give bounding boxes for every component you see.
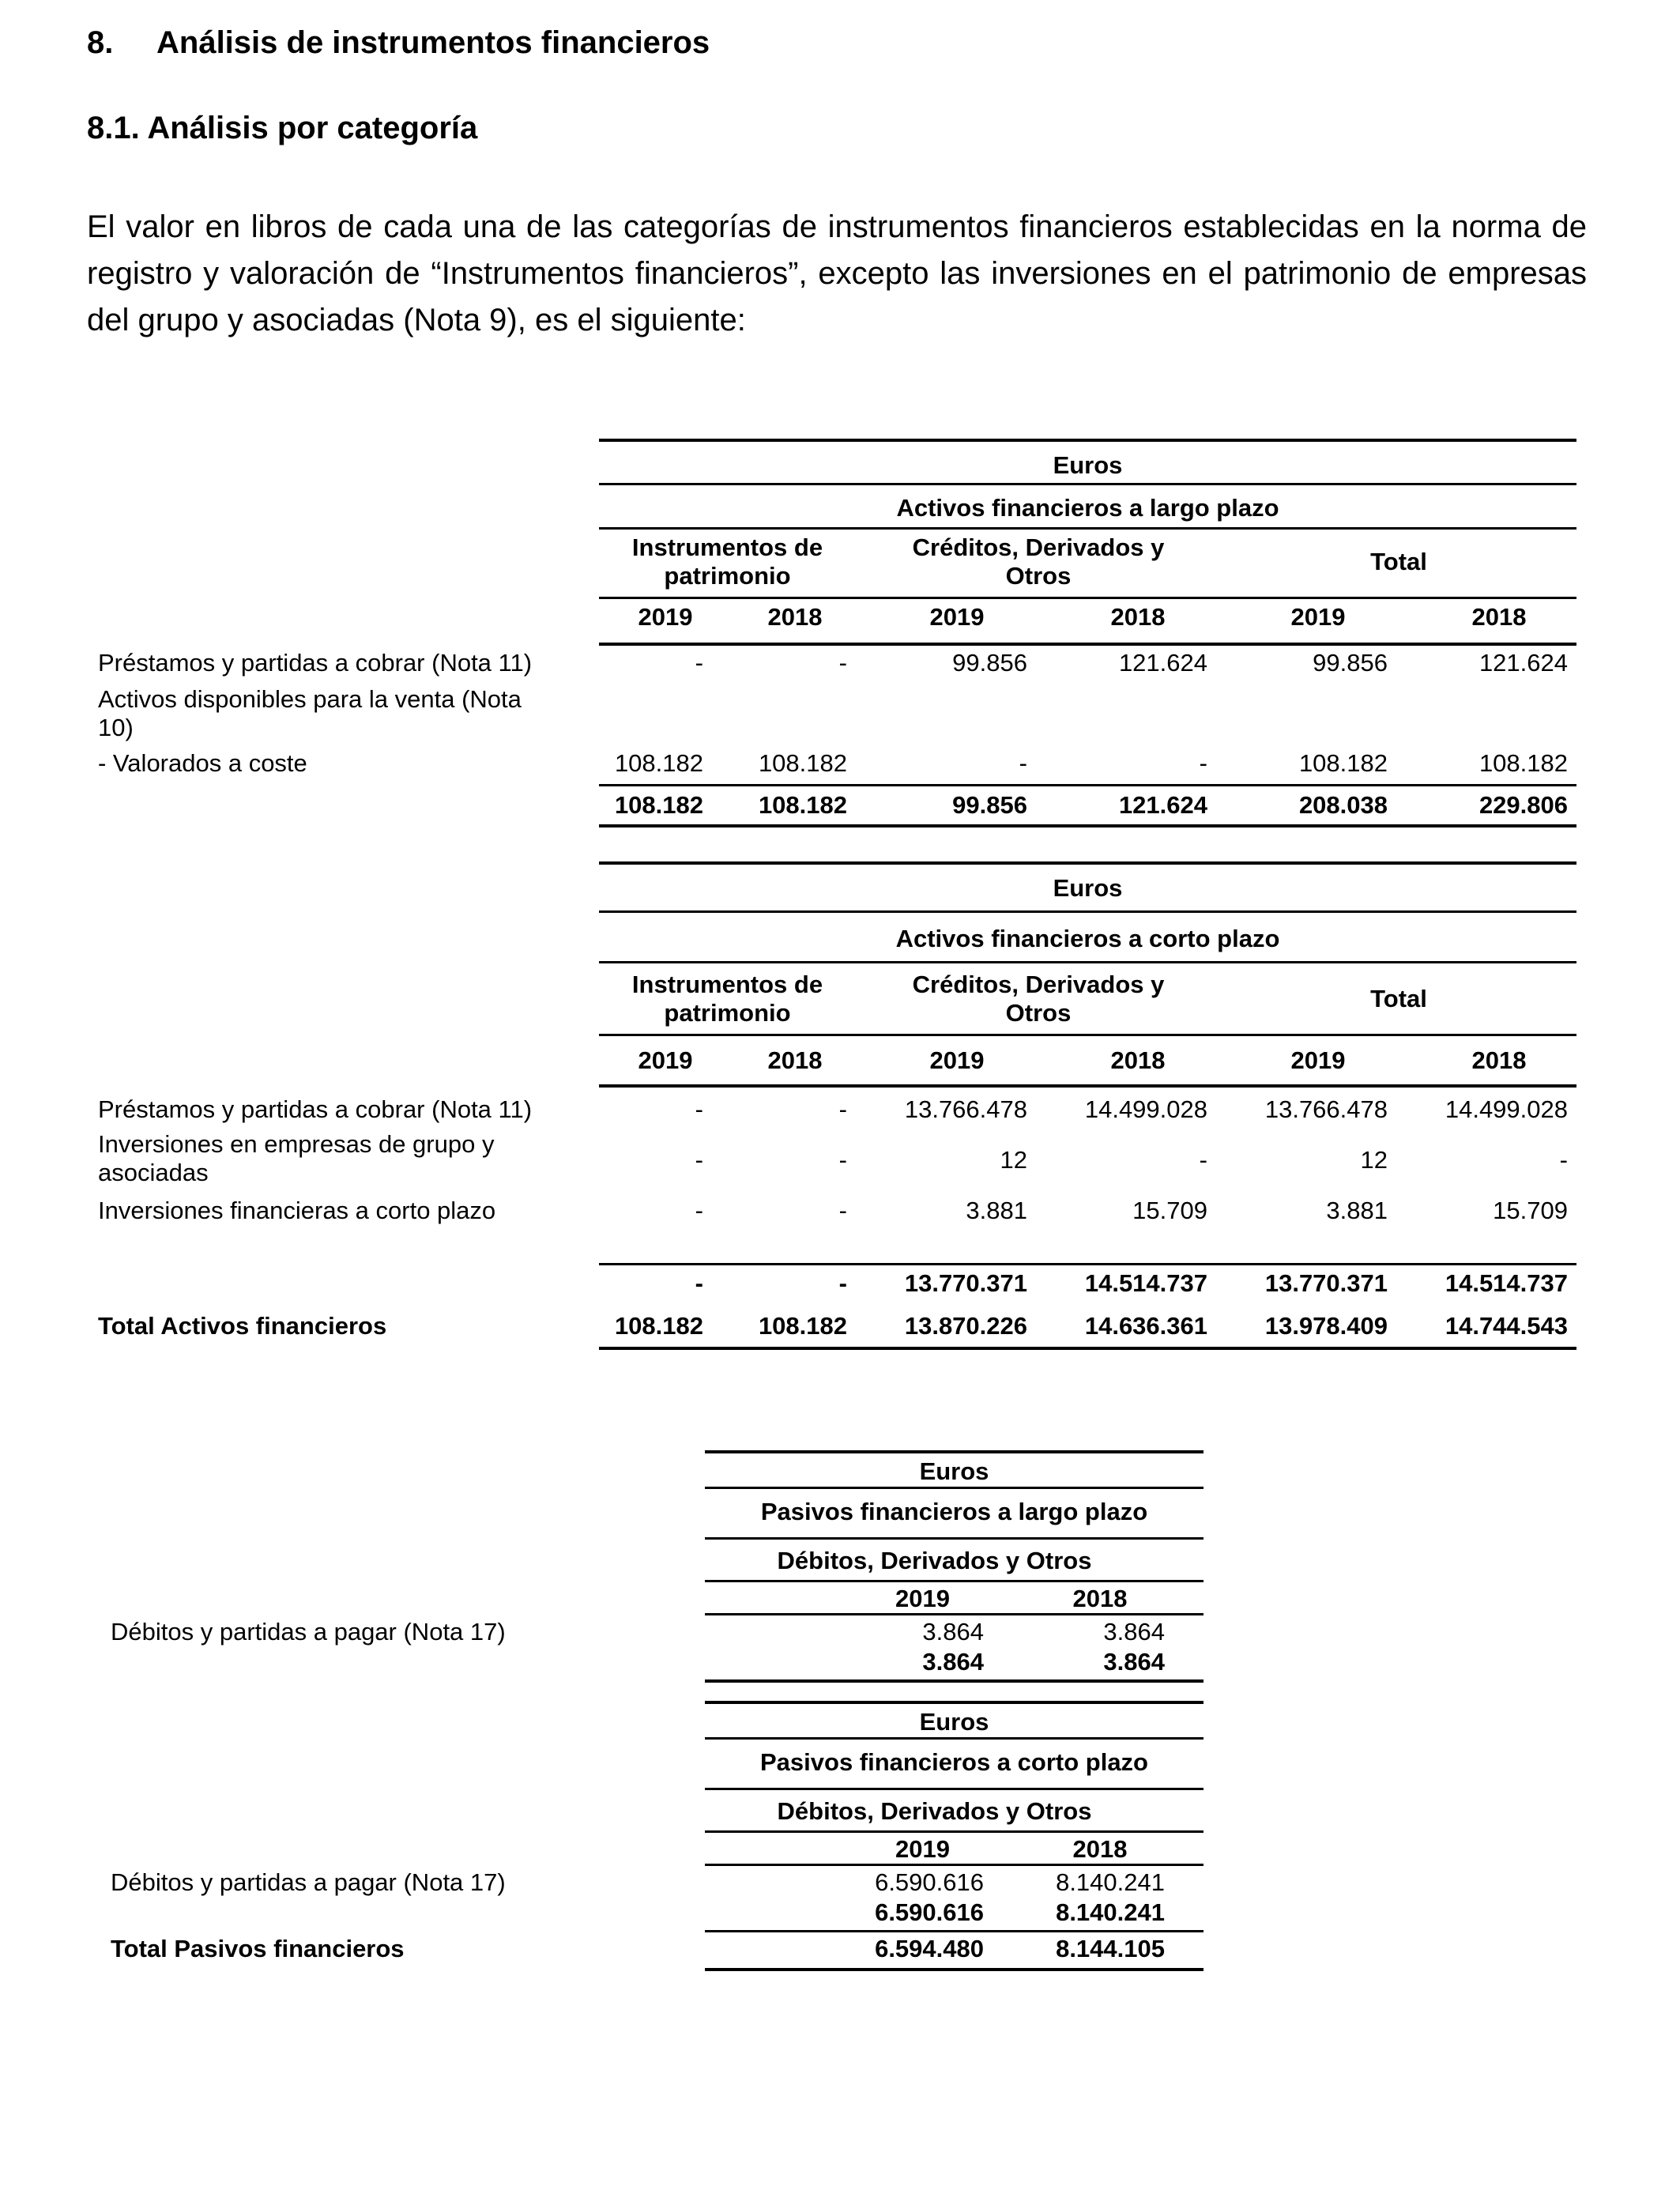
row-label: Activos disponibles para la venta (Nota 10) xyxy=(98,685,522,741)
rule-line xyxy=(599,483,1576,485)
total-cell: 108.182 xyxy=(614,1312,703,1340)
row-label: Débitos y partidas a pagar (Nota 17) xyxy=(111,1868,506,1896)
table-top-rule xyxy=(705,1450,1203,1453)
total-cell: 108.182 xyxy=(758,1312,847,1340)
table-bottom-rule xyxy=(705,1968,1203,1971)
rule-line xyxy=(705,1613,1203,1615)
rule-line xyxy=(705,1788,1203,1790)
year-header: 2018 xyxy=(767,603,823,631)
year-header: 2019 xyxy=(638,603,693,631)
group-header: Débitos, Derivados y Otros xyxy=(777,1797,1092,1825)
subtotal-cell: 13.770.371 xyxy=(904,1269,1027,1297)
table-bottom-rule xyxy=(599,1347,1576,1350)
intro-paragraph: El valor en libros de cada una de las categorías de instrumentos financieros establecidas en la norma de registro y valoración de “Instrumentos financieros”, excepto las inversiones en el patrimonio de empresas del grupo y asociadas (Nota 9), es el siguiente: xyxy=(87,209,1587,337)
total-cell: 6.594.480 xyxy=(875,1935,984,1962)
group-header: Créditos, Derivados y Otros xyxy=(912,533,1165,590)
section-number: 8. xyxy=(87,25,114,60)
table-top-rule xyxy=(599,439,1576,442)
table-bottom-rule xyxy=(705,1679,1203,1683)
unit-header: Euros xyxy=(1053,874,1123,902)
year-header: 2018 xyxy=(1072,1835,1128,1863)
value-cell: 13.766.478 xyxy=(1264,1095,1388,1123)
rule-line xyxy=(599,910,1576,913)
value-cell: 14.499.028 xyxy=(1445,1095,1568,1123)
year-header: 2019 xyxy=(895,1835,950,1863)
section-heading xyxy=(87,25,710,61)
subtotal-cell: 3.864 xyxy=(1103,1648,1165,1676)
row-label: Inversiones en empresas de grupo y asociadas xyxy=(98,1130,495,1186)
group-header: Instrumentos de patrimonio xyxy=(631,533,823,590)
value-cell: 15.709 xyxy=(1132,1197,1207,1224)
value-cell: 121.624 xyxy=(1478,649,1568,677)
rule-line xyxy=(599,1084,1576,1088)
value-cell: 121.624 xyxy=(1118,649,1207,677)
year-header: 2019 xyxy=(638,1046,693,1074)
rule-line xyxy=(705,1537,1203,1540)
value-cell: 14.499.028 xyxy=(1084,1095,1207,1123)
rule-line xyxy=(705,1580,1203,1582)
value-cell: 3.881 xyxy=(966,1197,1027,1224)
total-cell: 14.636.361 xyxy=(1084,1312,1207,1340)
year-header: 2018 xyxy=(767,1046,823,1074)
year-header: 2018 xyxy=(1471,603,1527,631)
value-cell: - xyxy=(695,1197,703,1224)
rule-line xyxy=(705,1487,1203,1489)
year-header: 2019 xyxy=(1290,1046,1346,1074)
value-cell: - xyxy=(1199,1146,1207,1174)
subtotal-cell: 108.182 xyxy=(758,791,847,819)
value-cell: 6.590.616 xyxy=(875,1868,984,1896)
rule-line xyxy=(705,1930,1203,1932)
value-cell: 108.182 xyxy=(758,749,847,777)
total-cell: 13.870.226 xyxy=(904,1312,1027,1340)
value-cell: 12 xyxy=(1000,1146,1027,1174)
value-cell: - xyxy=(1019,749,1027,777)
rule-line xyxy=(599,1263,1576,1265)
value-cell: 13.766.478 xyxy=(904,1095,1027,1123)
rule-line xyxy=(705,1830,1203,1833)
value-cell: 108.182 xyxy=(1478,749,1568,777)
unit-header: Euros xyxy=(919,1457,989,1485)
total-cell: 8.144.105 xyxy=(1056,1935,1165,1962)
total-label: Total Pasivos financieros xyxy=(111,1935,405,1962)
row-label: - Valorados a coste xyxy=(98,749,307,777)
rule-line xyxy=(599,961,1576,963)
year-header: 2018 xyxy=(1110,1046,1166,1074)
total-label: Total Activos financieros xyxy=(98,1312,387,1340)
year-header: 2018 xyxy=(1072,1585,1128,1612)
value-cell: 108.182 xyxy=(614,749,703,777)
total-cell: 13.978.409 xyxy=(1264,1312,1388,1340)
year-header: 2019 xyxy=(929,1046,985,1074)
value-cell: - xyxy=(838,649,847,677)
subtotal-cell: - xyxy=(695,1269,703,1297)
subtotal-cell: 13.770.371 xyxy=(1264,1269,1388,1297)
subtotal-cell: 208.038 xyxy=(1298,791,1388,819)
value-cell: 99.856 xyxy=(1313,649,1388,677)
group-header: Créditos, Derivados y Otros xyxy=(912,971,1165,1027)
subtotal-cell: 8.140.241 xyxy=(1056,1898,1165,1926)
rule-line xyxy=(705,1737,1203,1740)
value-cell: - xyxy=(838,1146,847,1174)
rule-line xyxy=(599,643,1576,646)
rule-line xyxy=(599,597,1576,599)
subtotal-cell: 99.856 xyxy=(952,791,1027,819)
value-cell: - xyxy=(838,1197,847,1224)
rule-line xyxy=(599,1034,1576,1036)
total-cell: 14.744.543 xyxy=(1445,1312,1568,1340)
unit-header: Euros xyxy=(919,1708,989,1736)
value-cell: - xyxy=(1199,749,1207,777)
row-label: Inversiones financieras a corto plazo xyxy=(98,1197,496,1224)
rule-line xyxy=(599,784,1576,786)
row-label: Débitos y partidas a pagar (Nota 17) xyxy=(111,1618,506,1646)
row-label: Préstamos y partidas a cobrar (Nota 11) xyxy=(98,649,533,677)
row-label: Préstamos y partidas a cobrar (Nota 11) xyxy=(98,1095,533,1123)
rule-line xyxy=(705,1864,1203,1866)
table-top-rule xyxy=(705,1701,1203,1704)
unit-header: Euros xyxy=(1053,451,1123,479)
value-cell: 108.182 xyxy=(1298,749,1388,777)
group-header: Débitos, Derivados y Otros xyxy=(777,1547,1092,1574)
table-title: Pasivos financieros a corto plazo xyxy=(760,1748,1148,1776)
value-cell: 15.709 xyxy=(1493,1197,1568,1224)
subtotal-cell: 108.182 xyxy=(614,791,703,819)
value-cell: - xyxy=(695,1095,703,1123)
subtotal-cell: 14.514.737 xyxy=(1445,1269,1568,1297)
value-cell: - xyxy=(838,1095,847,1123)
value-cell: - xyxy=(1559,1146,1568,1174)
subsection-heading: 8.1. Análisis por categoría xyxy=(87,111,478,145)
table-bottom-rule xyxy=(599,824,1576,827)
value-cell: 12 xyxy=(1360,1146,1388,1174)
group-header: Total xyxy=(1370,548,1427,575)
subtotal-cell: 3.864 xyxy=(922,1648,984,1676)
year-header: 2019 xyxy=(1290,603,1346,631)
value-cell: 3.864 xyxy=(1103,1618,1165,1646)
table-title: Activos financieros a corto plazo xyxy=(895,925,1280,952)
subtotal-cell: 121.624 xyxy=(1118,791,1207,819)
subtotal-cell: - xyxy=(838,1269,847,1297)
group-header: Instrumentos de patrimonio xyxy=(631,971,823,1027)
year-header: 2018 xyxy=(1471,1046,1527,1074)
table-title: Pasivos financieros a largo plazo xyxy=(760,1498,1148,1525)
value-cell: 3.864 xyxy=(922,1618,984,1646)
year-header: 2019 xyxy=(929,603,985,631)
value-cell: 99.856 xyxy=(952,649,1027,677)
group-header: Total xyxy=(1370,985,1427,1012)
value-cell: - xyxy=(695,649,703,677)
subtotal-cell: 6.590.616 xyxy=(875,1898,984,1926)
table-top-rule xyxy=(599,861,1576,865)
year-header: 2019 xyxy=(895,1585,950,1612)
value-cell: 8.140.241 xyxy=(1056,1868,1165,1896)
value-cell: 3.881 xyxy=(1326,1197,1388,1224)
year-header: 2018 xyxy=(1110,603,1166,631)
section-title: Análisis de instrumentos financieros xyxy=(156,25,710,60)
table-title: Activos financieros a largo plazo xyxy=(896,494,1279,522)
subtotal-cell: 229.806 xyxy=(1478,791,1568,819)
subtotal-cell: 14.514.737 xyxy=(1084,1269,1207,1297)
rule-line xyxy=(599,527,1576,530)
value-cell: - xyxy=(695,1146,703,1174)
